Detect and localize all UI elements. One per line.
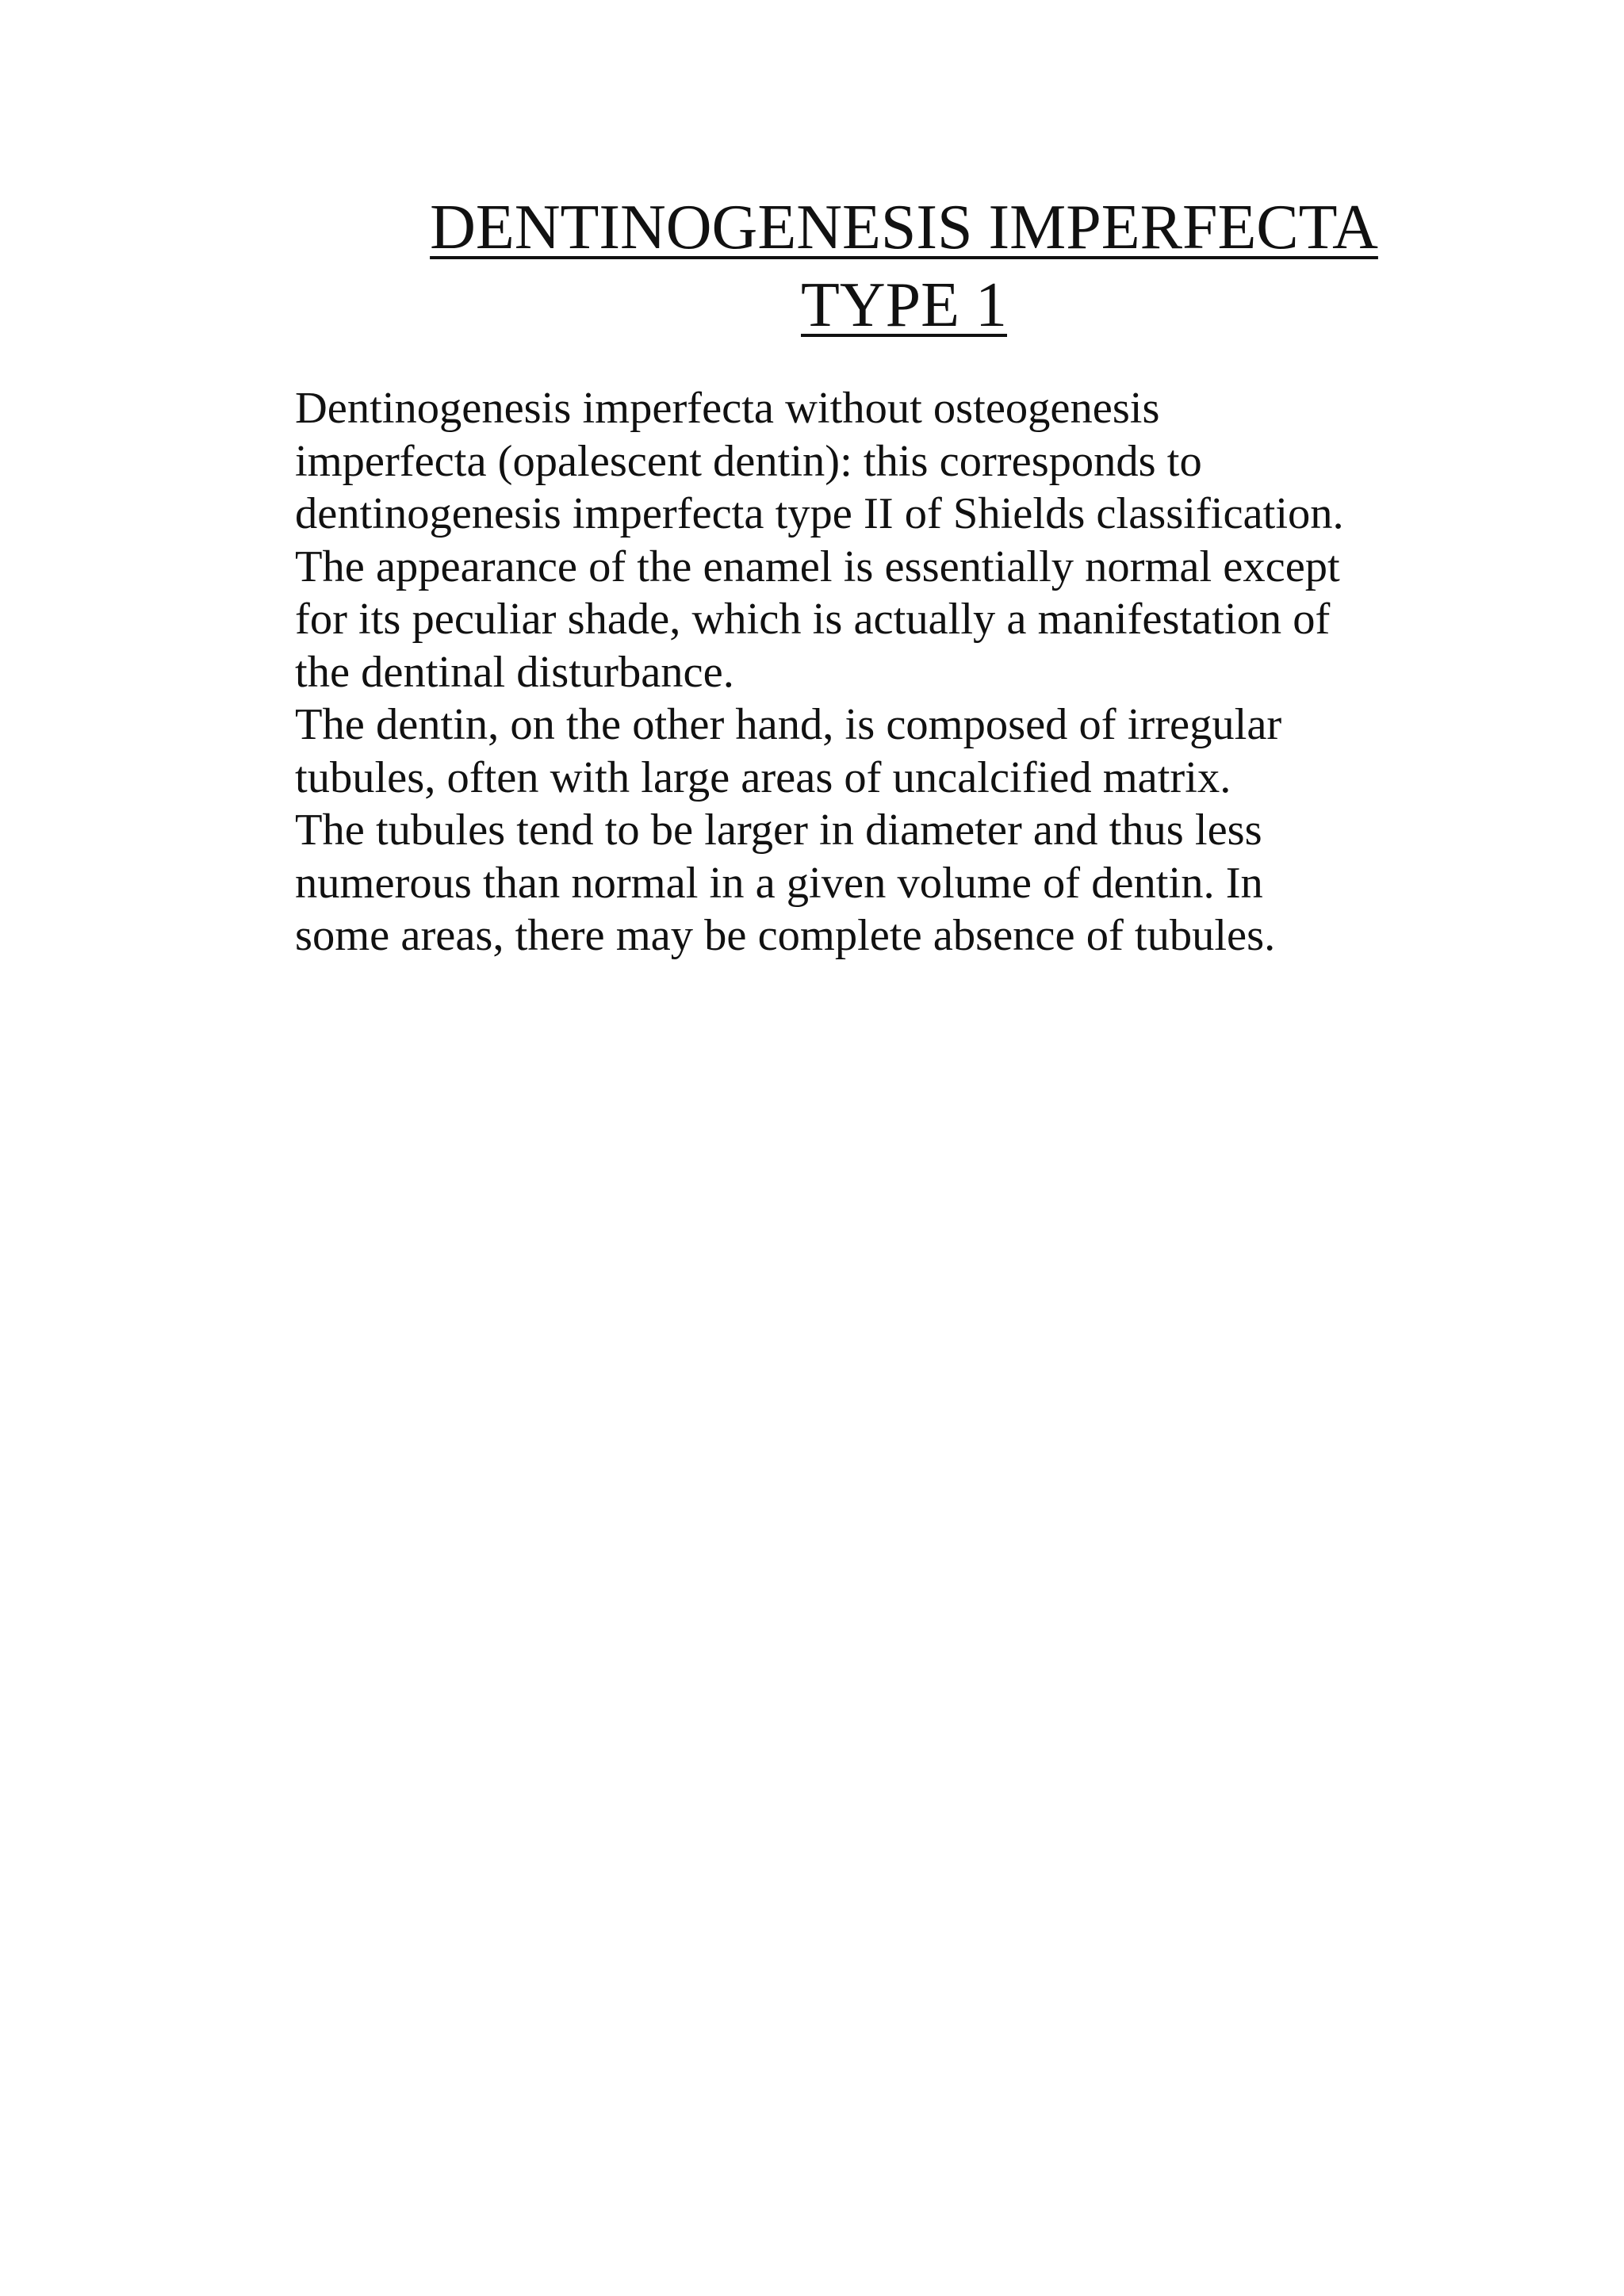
body-line: the dentinal disturbance. <box>295 647 734 697</box>
body-line: numerous than normal in a given volume of dentin. In <box>295 858 1263 908</box>
body-paragraph <box>295 382 1532 962</box>
body-line: for its peculiar shade, which is actually a manifestation of <box>295 595 1331 644</box>
body-line: The dentin, on the other hand, is composed of irregular <box>295 700 1282 749</box>
body-line: some areas, there may be complete absence of tubules. <box>295 911 1276 960</box>
body-line: The tubules tend to be larger in diameter and thus less <box>295 806 1262 855</box>
body-line: tubules, often with large areas of uncalcified matrix. <box>295 752 1231 802</box>
body-line: Dentinogenesis imperfecta without osteogenesis <box>295 384 1160 433</box>
body-line: The appearance of the enamel is essentially normal except <box>295 541 1340 591</box>
body-line: dentinogenesis imperfecta type II of Shields classification. <box>295 489 1344 538</box>
page-title <box>301 189 1507 344</box>
title-line-2: TYPE 1 <box>801 270 1007 340</box>
title-line-1: DENTINOGENESIS IMPERFECTA <box>430 193 1378 262</box>
body-line: imperfecta (opalescent dentin): this corresponds to <box>295 436 1202 486</box>
